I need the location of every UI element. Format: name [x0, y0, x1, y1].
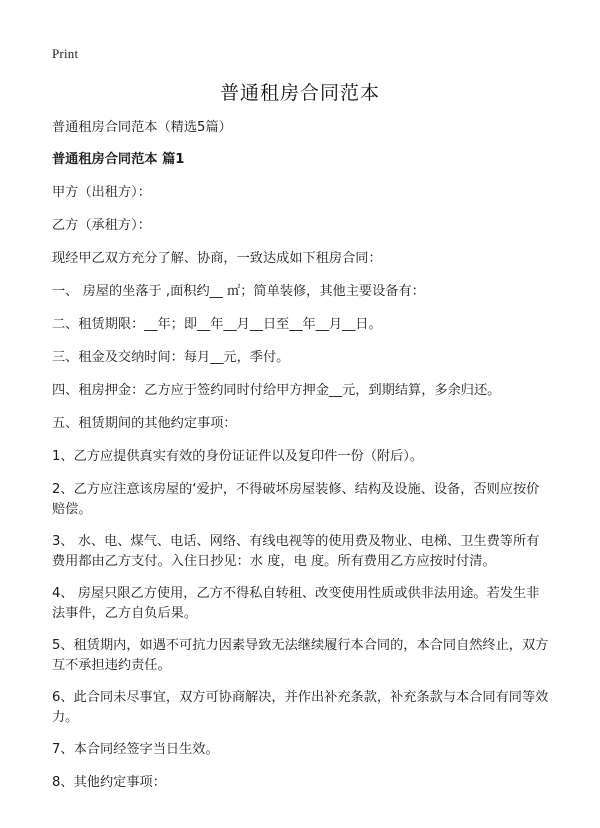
term-item-6: 6、此合同未尽事宜，双方可协商解决，并作出补充条款，补充条款与本合同有同等效力。 [52, 690, 549, 725]
term-item-8: 8、其他约定事项： [52, 775, 166, 790]
term-item-4: 4、 房屋只限乙方使用，乙方不得私自转租、改变使用性质或供非法用途。若发生非法事件，乙方自负后果。 [52, 586, 540, 621]
term-item-2: 2、乙方应注意该房屋的‘爱护，不得破坏房屋装修、结构及设施、设备，否则应按价赔偿。 [52, 482, 540, 517]
clause-1-location: 一、 房屋的坐落于 ,面积约__ ㎡；简单装修，其他主要设备有： [52, 284, 425, 299]
document-subtitle: 普通租房合同范本（精选5篇） [52, 120, 232, 135]
party-b-line: 乙方（承租方）： [52, 218, 151, 233]
print-label[interactable]: Print [52, 46, 79, 61]
term-item-3: 3、 水、电、煤气、电话、网络、有线电视等的使用费及物业、电梯、卫生费等所有费用都由乙方支付。入住日抄见：水 度，电 度。所有费用乙方应按时付清。 [52, 534, 540, 569]
term-item-7: 7、本合同经签字当日生效。 [52, 742, 219, 757]
document-title: 普通租房合同范本 [219, 82, 380, 104]
clause-3-rent: 三、租金及交纳时间：每月__元，季付。 [52, 350, 290, 365]
section-heading: 普通租房合同范本 篇1 [52, 152, 185, 167]
term-item-1: 1、乙方应提供真实有效的身份证证件以及复印件一份（附后）。 [52, 449, 424, 464]
document-body [52, 118, 552, 806]
clause-4-deposit: 四、租房押金：乙方应于签约同时付给甲方押金__元，到期结算，多余归还。 [52, 383, 501, 398]
clause-2-term: 二、租赁期限：__年；即__年__月__日至__年__月__日。 [52, 317, 382, 332]
agreement-intro: 现经甲乙双方充分了解、协商，一致达成如下租房合同： [52, 251, 382, 266]
term-item-5: 5、租赁期内，如遇不可抗力因素导致无法继续履行本合同的，本合同自然终止，双方互不承担违约责任。 [52, 638, 549, 673]
party-a-line: 甲方（出租方）： [52, 185, 151, 200]
clause-5-other-terms: 五、租赁期间的其他约定事项： [52, 416, 237, 431]
